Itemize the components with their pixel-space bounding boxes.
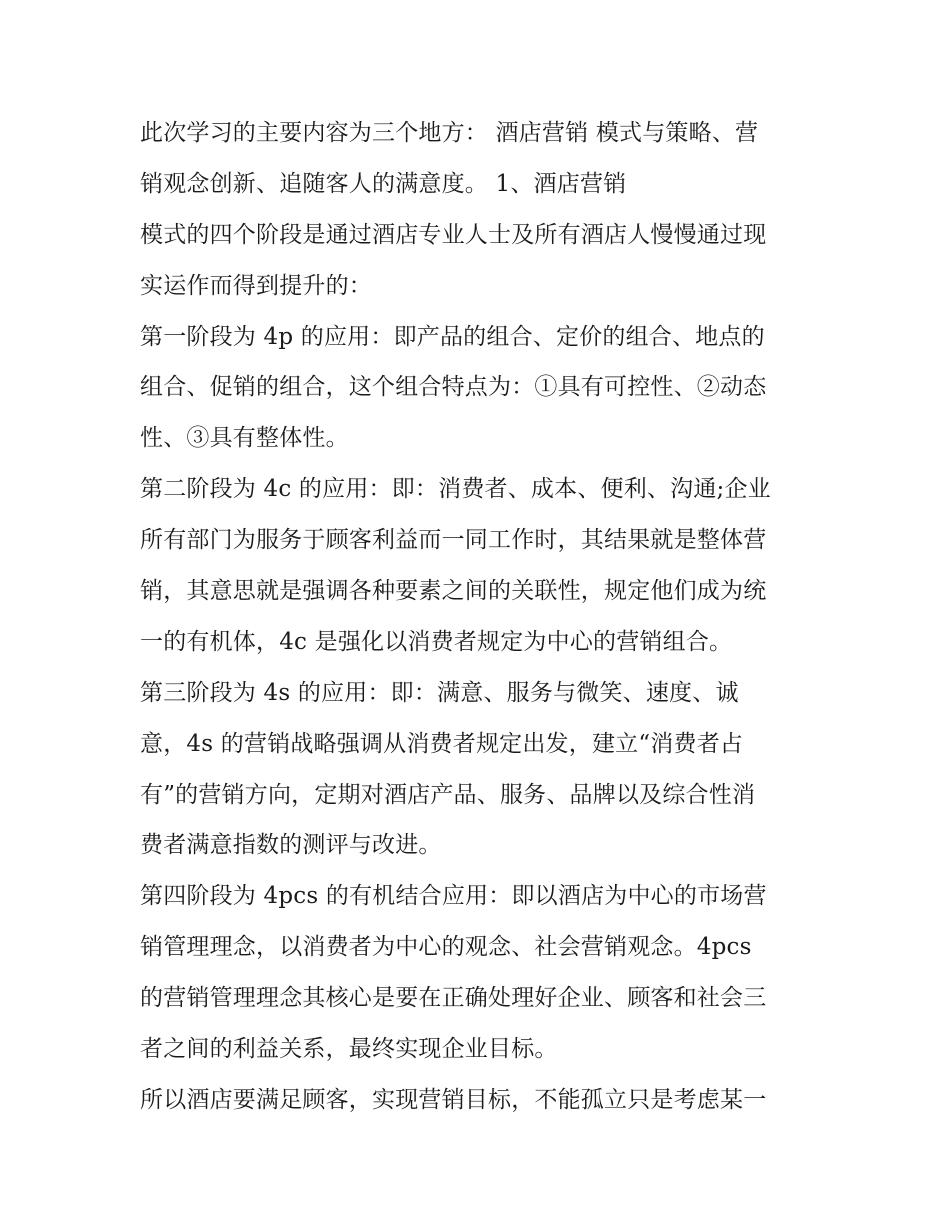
text-line: 实运作而得到提升的： [140,272,372,299]
text-line: 所有部门为服务于顾客利益而一同工作时，其结果就是整体营 [140,527,767,554]
text-line: 组合、促销的组合，这个组合特点为：①具有可控性、②动态 [140,374,767,401]
text-line: 销，其意思就是强调各种要素之间的关联性，规定他们成为统 [140,578,767,605]
text-line: 销观念创新、追随客人的满意度。 1、酒店营销 [140,170,627,197]
text-line: 者之间的利益关系，最终实现企业目标。 [140,1036,558,1063]
text-line: 所以酒店要满足顾客，实现营销目标，不能孤立只是考虑某一 [140,1086,767,1113]
text-line: 意，4s 的营销战略强调从消费者规定出发，建立“消费者占 [140,730,744,757]
text-line: 第二阶段为 4c 的应用：即：消费者、成本、便利、沟通;企业 [140,476,771,503]
text-line: 第一阶段为 4p 的应用：即产品的组合、定价的组合、地点的 [140,323,765,350]
text-line: 此次学习的主要内容为三个地方： 酒店营销 模式与策略、营 [140,120,759,146]
text-line: 费者满意指数的测评与改进。 [140,832,442,859]
text-line: 一的有机体，4c 是强化以消费者规定为中心的营销组合。 [140,628,733,655]
text-line: 性、③具有整体性。 [140,425,349,452]
text-line: 第三阶段为 4s 的应用：即：满意、服务与微笑、速度、诚 [140,679,739,706]
text-line: 第四阶段为 4pcs 的有机结合应用：即以酒店为中心的市场营 [140,883,767,910]
text-line: 模式的四个阶段是通过酒店专业人士及所有酒店人慢慢通过现 [140,221,767,248]
text-line: 销管理理念，以消费者为中心的观念、社会营销观念。4pcs [140,934,752,961]
text-line: 的营销管理理念其核心是要在正确处理好企业、顾客和社会三 [140,985,767,1012]
text-line: 有”的营销方向，定期对酒店产品、服务、品牌以及综合性消 [140,781,756,808]
body-text [140,108,820,1126]
